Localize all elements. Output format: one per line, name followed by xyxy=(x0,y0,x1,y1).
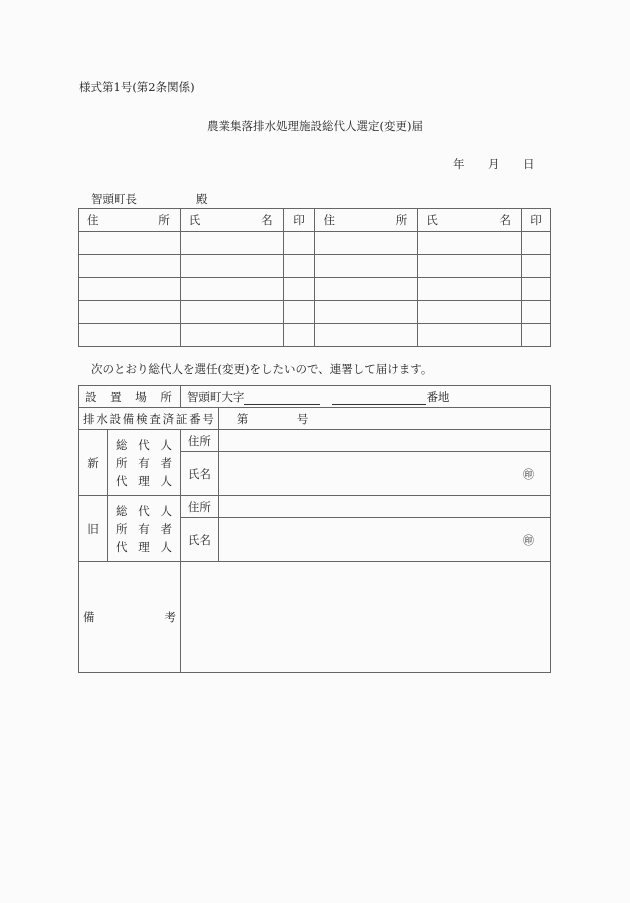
certificate-number-field[interactable] xyxy=(218,408,550,430)
seal-cell[interactable] xyxy=(283,301,315,324)
name-cell[interactable] xyxy=(180,255,283,278)
location-suffix: 番地 xyxy=(426,389,450,404)
seal-cell[interactable] xyxy=(283,232,315,255)
remarks-field[interactable] xyxy=(180,562,550,673)
seal-cell[interactable] xyxy=(522,301,551,324)
name-cell[interactable] xyxy=(180,232,283,255)
old-name-label: 氏名 xyxy=(180,518,218,562)
address-cell[interactable] xyxy=(315,255,418,278)
col-address-left-2: 住 xyxy=(323,213,335,227)
signer-table-header xyxy=(79,209,551,232)
remarks-row xyxy=(79,562,551,673)
new-name-label: 氏名 xyxy=(180,452,218,496)
certificate-label xyxy=(79,411,218,427)
details-table xyxy=(78,385,551,673)
address-cell[interactable] xyxy=(79,278,181,301)
col-name-left: 氏 xyxy=(188,213,201,227)
char: 場 xyxy=(135,389,147,404)
char: 設 xyxy=(85,389,97,404)
new-address-label: 住所 xyxy=(180,430,218,452)
name-cell[interactable] xyxy=(418,278,522,301)
location-field[interactable] xyxy=(180,386,550,408)
table-row xyxy=(79,255,551,278)
seal-cell[interactable] xyxy=(522,255,551,278)
char: 水 xyxy=(96,411,108,426)
address-cell[interactable] xyxy=(315,324,418,347)
new-role-cell xyxy=(107,430,180,496)
seal-cell[interactable] xyxy=(283,255,315,278)
new-address-row xyxy=(79,430,551,452)
honorific: 殿 xyxy=(196,192,208,206)
col-seal: 印 xyxy=(283,209,315,232)
address-cell[interactable] xyxy=(315,232,418,255)
signer-table xyxy=(78,208,551,347)
char: 済 xyxy=(162,411,175,426)
char: 排 xyxy=(83,411,95,426)
new-label: 新 xyxy=(79,430,108,496)
old-role-cell xyxy=(107,496,180,562)
col-address-right: 所 xyxy=(158,213,170,227)
name-cell[interactable] xyxy=(180,301,283,324)
old-label: 旧 xyxy=(79,496,108,562)
date-month-label: 月 xyxy=(488,157,500,171)
statement-text: 次のとおり総代人を選任(変更)をしたいので、連署して届けます。 xyxy=(91,362,433,376)
char: 設 xyxy=(109,411,122,426)
location-prefix: 智頭町大字 xyxy=(186,389,245,404)
date-day-label: 日 xyxy=(523,157,535,171)
seal-cell[interactable] xyxy=(522,232,551,255)
role-agent: 代 理 人 xyxy=(115,539,172,554)
address-cell[interactable] xyxy=(315,278,418,301)
addressee: 智頭町長 xyxy=(91,192,137,206)
table-row xyxy=(79,232,551,255)
name-cell[interactable] xyxy=(418,324,522,347)
col-name-left-2: 氏 xyxy=(426,213,438,227)
char: 所 xyxy=(160,389,172,404)
col-name-right: 名 xyxy=(261,213,273,227)
form-number: 様式第1号(第2条関係) xyxy=(79,80,195,94)
name-cell[interactable] xyxy=(180,278,283,301)
name-cell[interactable] xyxy=(418,232,522,255)
old-address-field[interactable] xyxy=(218,496,550,518)
char: 考 xyxy=(164,610,176,624)
old-name-field[interactable] xyxy=(218,518,550,562)
seal-cell[interactable] xyxy=(522,278,551,301)
table-row xyxy=(79,324,551,347)
char: 号 xyxy=(202,411,214,426)
seal-cell[interactable] xyxy=(283,324,315,347)
address-cell[interactable] xyxy=(79,301,181,324)
col-address-left: 住 xyxy=(87,213,99,227)
name-cell[interactable] xyxy=(418,255,522,278)
seal-icon: ㊞ xyxy=(523,467,534,481)
address-cell[interactable] xyxy=(79,324,181,347)
role-owner: 所 有 者 xyxy=(115,521,172,536)
table-row xyxy=(79,301,551,324)
seal-icon: ㊞ xyxy=(523,533,534,547)
cert-dai: 第 xyxy=(236,411,249,426)
role-owner: 所 有 者 xyxy=(115,455,172,470)
char: 置 xyxy=(110,389,122,404)
role-sodainin: 総 代 人 xyxy=(115,503,172,518)
old-address-row xyxy=(79,496,551,518)
char: 備 xyxy=(122,411,135,426)
name-cell[interactable] xyxy=(418,301,522,324)
remarks-label xyxy=(79,609,180,625)
address-cell[interactable] xyxy=(79,232,181,255)
new-address-field[interactable] xyxy=(218,430,550,452)
old-address-label: 住所 xyxy=(180,496,218,518)
char: 証 xyxy=(175,411,188,426)
col-address-right-2: 所 xyxy=(395,213,408,227)
address-cell[interactable] xyxy=(315,301,418,324)
role-agent: 代 理 人 xyxy=(115,473,172,488)
location-label xyxy=(79,389,180,405)
name-cell[interactable] xyxy=(180,324,283,347)
location-row xyxy=(79,386,551,408)
col-name-right-2: 名 xyxy=(499,213,512,227)
new-name-field[interactable] xyxy=(218,452,550,496)
banchi-blank[interactable] xyxy=(332,394,426,405)
aza-blank[interactable] xyxy=(244,394,320,405)
char: 備 xyxy=(83,610,95,624)
col-seal-2: 印 xyxy=(522,209,551,232)
table-row xyxy=(79,278,551,301)
address-cell[interactable] xyxy=(79,255,181,278)
seal-cell[interactable] xyxy=(522,324,551,347)
char: 番 xyxy=(189,411,201,426)
document-title: 農業集落排水処理施設総代人選定(変更)届 xyxy=(207,119,423,133)
role-sodainin: 総 代 人 xyxy=(115,437,172,452)
char: 査 xyxy=(149,411,161,426)
cert-go: 号 xyxy=(296,411,309,426)
date-year-label: 年 xyxy=(453,157,465,171)
char: 検 xyxy=(136,411,148,426)
certificate-row xyxy=(79,408,551,430)
seal-cell[interactable] xyxy=(283,278,315,301)
